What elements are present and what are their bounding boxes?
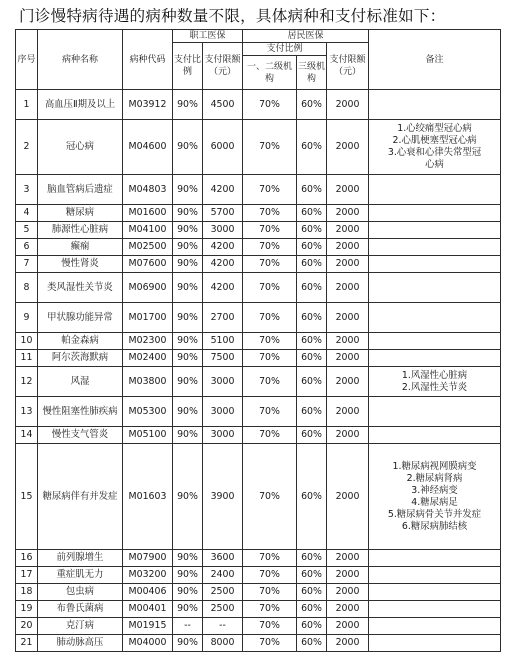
cell-resident-ratio-level-1-2: 70% [243,273,297,303]
cell-employee-limit: 5700 [203,205,243,222]
cell-seq: 16 [16,550,38,567]
cell-resident-limit: 2000 [327,222,369,239]
cell-resident-ratio-level-3: 60% [297,635,327,652]
cell-resident-ratio-level-3: 60% [297,550,327,567]
cell-resident-limit: 2000 [327,333,369,350]
remark-line: 3.心衰和心律失常型冠 [387,147,482,158]
cell-disease-code: M03912 [123,90,173,120]
disease-table [15,29,501,652]
cell-resident-ratio-level-1-2: 70% [243,444,297,550]
cell-seq: 21 [16,635,38,652]
header-resident-level-3: 三级机构 [297,56,327,90]
cell-resident-ratio-level-3: 60% [297,90,327,120]
cell-resident-limit: 2000 [327,303,369,333]
table-row [16,397,501,427]
cell-disease-name: 慢性支气管炎 [38,427,123,444]
cell-employee-ratio: 90% [173,567,203,584]
cell-employee-ratio: 90% [173,256,203,273]
cell-resident-ratio-level-3: 60% [297,397,327,427]
cell-employee-limit: 2500 [203,601,243,618]
cell-resident-limit: 2000 [327,567,369,584]
cell-disease-name: 脑血管病后遗症 [38,175,123,205]
cell-disease-name: 癫痫 [38,239,123,256]
cell-resident-ratio-level-3: 60% [297,601,327,618]
table-row [16,444,501,550]
cell-resident-limit: 2000 [327,205,369,222]
table-row [16,120,501,175]
cell-disease-name: 克汀病 [38,618,123,635]
table-row [16,550,501,567]
cell-employee-ratio: 90% [173,584,203,601]
cell-employee-limit: 6000 [203,120,243,175]
header-remarks: 备注 [369,30,501,90]
cell-disease-code: M06900 [123,273,173,303]
table-row [16,635,501,652]
cell-employee-limit: 2400 [203,567,243,584]
cell-disease-name: 帕金森病 [38,333,123,350]
cell-resident-limit: 2000 [327,618,369,635]
cell-employee-limit: 4200 [203,256,243,273]
cell-employee-limit: 5100 [203,333,243,350]
cell-disease-name: 包虫病 [38,584,123,601]
cell-resident-ratio-level-3: 60% [297,584,327,601]
cell-seq: 12 [16,367,38,397]
remark-line: 2.心肌梗塞型冠心病 [392,135,477,146]
cell-resident-limit: 2000 [327,550,369,567]
cell-employee-limit: 4200 [203,273,243,303]
cell-disease-name: 风湿 [38,367,123,397]
remark-line: 1.风湿性心脏病 [401,369,468,381]
cell-employee-limit: 8000 [203,635,243,652]
cell-remarks [369,427,501,444]
cell-employee-limit: 4200 [203,175,243,205]
cell-disease-name: 肺源性心脏病 [38,222,123,239]
cell-seq: 4 [16,205,38,222]
cell-disease-name: 慢性阻塞性肺疾病 [38,397,123,427]
header-resident-level-1-2: 一、二级机构 [243,56,297,90]
table-row [16,584,501,601]
cell-disease-code: M00406 [123,584,173,601]
header-resident-ratio: 支付比例 [243,43,327,56]
cell-seq: 1 [16,90,38,120]
table-row [16,90,501,120]
table-row [16,256,501,273]
header-resident-insurance: 居民医保 [243,30,369,43]
cell-resident-ratio-level-3: 60% [297,333,327,350]
cell-employee-limit: 3000 [203,427,243,444]
cell-seq: 7 [16,256,38,273]
cell-resident-ratio-level-1-2: 70% [243,222,297,239]
cell-resident-ratio-level-1-2: 70% [243,303,297,333]
cell-employee-ratio: 90% [173,120,203,175]
cell-resident-limit: 2000 [327,397,369,427]
cell-employee-ratio: 90% [173,205,203,222]
table-row [16,175,501,205]
cell-disease-name: 肺动脉高压 [38,635,123,652]
cell-disease-code: M01700 [123,303,173,333]
cell-employee-limit: 4200 [203,239,243,256]
table-row [16,567,501,584]
table-row [16,239,501,256]
cell-seq: 3 [16,175,38,205]
cell-disease-name: 甲状腺功能异常 [38,303,123,333]
cell-resident-ratio-level-1-2: 70% [243,239,297,256]
cell-resident-ratio-level-1-2: 70% [243,584,297,601]
table-header [16,30,501,90]
cell-seq: 17 [16,567,38,584]
cell-seq: 11 [16,350,38,367]
cell-disease-code: M05100 [123,427,173,444]
cell-seq: 10 [16,333,38,350]
cell-resident-ratio-level-3: 60% [297,120,327,175]
cell-resident-limit: 2000 [327,239,369,256]
cell-employee-ratio: 90% [173,273,203,303]
cell-resident-ratio-level-3: 60% [297,256,327,273]
cell-resident-ratio-level-1-2: 70% [243,120,297,175]
table-row [16,618,501,635]
cell-resident-ratio-level-3: 60% [297,427,327,444]
header-resident-limit: 支付限额（元） [327,43,369,90]
cell-remarks [369,367,501,397]
cell-disease-name: 慢性肾炎 [38,256,123,273]
cell-employee-ratio: 90% [173,175,203,205]
cell-employee-ratio: 90% [173,303,203,333]
cell-resident-ratio-level-1-2: 70% [243,550,297,567]
table-row [16,367,501,397]
cell-employee-limit: 3900 [203,444,243,550]
cell-resident-ratio-level-1-2: 70% [243,601,297,618]
cell-resident-ratio-level-1-2: 70% [243,427,297,444]
cell-resident-limit: 2000 [327,584,369,601]
cell-employee-limit: 3600 [203,550,243,567]
cell-employee-ratio: 90% [173,397,203,427]
table-row [16,222,501,239]
cell-employee-ratio: 90% [173,90,203,120]
cell-employee-ratio: 90% [173,550,203,567]
cell-resident-ratio-level-3: 60% [297,273,327,303]
cell-employee-ratio: 90% [173,350,203,367]
cell-seq: 2 [16,120,38,175]
remark-line: 6.糖尿病肺结核 [401,520,468,532]
cell-disease-code: M04000 [123,635,173,652]
cell-resident-ratio-level-3: 60% [297,222,327,239]
cell-resident-ratio-level-3: 60% [297,205,327,222]
cell-employee-ratio: 90% [173,427,203,444]
cell-resident-ratio-level-3: 60% [297,618,327,635]
cell-resident-limit: 2000 [327,256,369,273]
cell-remarks [369,618,501,635]
cell-resident-ratio-level-1-2: 70% [243,175,297,205]
cell-disease-code: M04803 [123,175,173,205]
cell-seq: 14 [16,427,38,444]
cell-disease-code: M02400 [123,350,173,367]
cell-disease-code: M01915 [123,618,173,635]
cell-remarks [369,350,501,367]
cell-employee-ratio: 90% [173,222,203,239]
remark-line: 1.心绞痛型冠心病 [397,123,472,134]
cell-employee-ratio: 90% [173,601,203,618]
cell-resident-limit: 2000 [327,635,369,652]
cell-seq: 15 [16,444,38,550]
cell-disease-name: 前列腺增生 [38,550,123,567]
cell-remarks [369,397,501,427]
cell-employee-ratio: 90% [173,635,203,652]
remark-line: 心病 [425,159,444,170]
cell-remarks [369,256,501,273]
header-seq: 序号 [16,30,38,90]
cell-disease-name: 糖尿病伴有并发症 [38,444,123,550]
cell-seq: 5 [16,222,38,239]
remark-line: 1.糖尿病视网膜病变 [392,460,477,472]
cell-remarks [369,273,501,303]
cell-seq: 9 [16,303,38,333]
cell-remarks [369,222,501,239]
cell-disease-name: 重症肌无力 [38,567,123,584]
cell-disease-name: 布鲁氏菌病 [38,601,123,618]
cell-employee-limit: 3000 [203,222,243,239]
header-employee-ratio: 支付比例 [173,43,203,90]
cell-seq: 13 [16,397,38,427]
cell-resident-ratio-level-1-2: 70% [243,333,297,350]
cell-resident-ratio-level-1-2: 70% [243,367,297,397]
cell-resident-ratio-level-3: 60% [297,239,327,256]
remark-line: 2.风湿性关节炎 [401,381,468,393]
cell-seq: 6 [16,239,38,256]
cell-remarks [369,550,501,567]
cell-resident-ratio-level-1-2: 70% [243,350,297,367]
table-row [16,333,501,350]
remark-line: 2.糖尿病肾病 [406,472,463,484]
cell-resident-ratio-level-3: 60% [297,444,327,550]
cell-resident-limit: 2000 [327,90,369,120]
cell-employee-limit: 2500 [203,584,243,601]
cell-remarks [369,567,501,584]
cell-employee-ratio: 90% [173,367,203,397]
cell-resident-limit: 2000 [327,175,369,205]
cell-disease-code: M03800 [123,367,173,397]
cell-resident-ratio-level-1-2: 70% [243,205,297,222]
cell-disease-code: M01600 [123,205,173,222]
cell-remarks [369,444,501,550]
cell-resident-ratio-level-1-2: 70% [243,90,297,120]
cell-resident-ratio-level-1-2: 70% [243,635,297,652]
cell-disease-code: M01603 [123,444,173,550]
cell-disease-code: M04600 [123,120,173,175]
cell-seq: 18 [16,584,38,601]
cell-employee-limit: 4500 [203,90,243,120]
cell-employee-limit: 3000 [203,367,243,397]
cell-employee-ratio: 90% [173,333,203,350]
cell-employee-ratio: 90% [173,239,203,256]
cell-remarks [369,303,501,333]
table-body [16,90,501,652]
cell-disease-code: M02300 [123,333,173,350]
cell-remarks [369,584,501,601]
header-code: 病种代码 [123,30,173,90]
cell-resident-limit: 2000 [327,350,369,367]
cell-remarks [369,635,501,652]
cell-resident-limit: 2000 [327,120,369,175]
cell-disease-code: M05300 [123,397,173,427]
cell-disease-name: 高血压Ⅱ期及以上 [38,90,123,120]
remark-line: 3.神经病变 [411,484,458,496]
cell-resident-ratio-level-1-2: 70% [243,618,297,635]
cell-employee-limit: 2700 [203,303,243,333]
cell-resident-ratio-level-3: 60% [297,567,327,584]
cell-employee-ratio: 90% [173,444,203,550]
cell-resident-limit: 2000 [327,367,369,397]
cell-resident-ratio-level-1-2: 70% [243,397,297,427]
header-employee-limit: 支付限额（元） [203,43,243,90]
cell-remarks [369,205,501,222]
cell-remarks [369,601,501,618]
cell-resident-ratio-level-1-2: 70% [243,256,297,273]
cell-disease-code: M07900 [123,550,173,567]
cell-resident-ratio-level-3: 60% [297,367,327,397]
cell-remarks [369,239,501,256]
cell-seq: 20 [16,618,38,635]
table-row [16,303,501,333]
remark-line: 5.糖尿病骨关节并发症 [387,508,482,520]
remark-line: 4.糖尿病足 [411,496,458,508]
document-heading: 门诊慢特病待遇的病种数量不限，具体病种和支付标准如下： [19,7,446,25]
cell-remarks [369,90,501,120]
cell-disease-name: 冠心病 [38,120,123,175]
table-row [16,427,501,444]
cell-seq: 8 [16,273,38,303]
cell-disease-code: M00401 [123,601,173,618]
cell-resident-limit: 2000 [327,273,369,303]
cell-resident-limit: 2000 [327,601,369,618]
table-row [16,601,501,618]
cell-employee-limit: 7500 [203,350,243,367]
cell-employee-limit: -- [203,618,243,635]
cell-disease-name: 糖尿病 [38,205,123,222]
cell-remarks [369,120,501,175]
cell-seq: 19 [16,601,38,618]
cell-disease-code: M02500 [123,239,173,256]
table-row [16,273,501,303]
cell-disease-code: M04100 [123,222,173,239]
cell-resident-ratio-level-3: 60% [297,350,327,367]
cell-resident-ratio-level-1-2: 70% [243,567,297,584]
cell-resident-ratio-level-3: 60% [297,175,327,205]
cell-resident-ratio-level-3: 60% [297,303,327,333]
cell-resident-limit: 2000 [327,444,369,550]
cell-disease-name: 阿尔茨海默病 [38,350,123,367]
cell-remarks [369,333,501,350]
cell-remarks [369,175,501,205]
cell-resident-limit: 2000 [327,427,369,444]
table-row [16,205,501,222]
cell-disease-code: M03200 [123,567,173,584]
cell-employee-ratio: -- [173,618,203,635]
header-name: 病种名称 [38,30,123,90]
cell-disease-code: M07600 [123,256,173,273]
cell-disease-name: 类风湿性关节炎 [38,273,123,303]
table-row [16,350,501,367]
cell-employee-limit: 3000 [203,397,243,427]
header-employee-insurance: 职工医保 [173,30,243,43]
